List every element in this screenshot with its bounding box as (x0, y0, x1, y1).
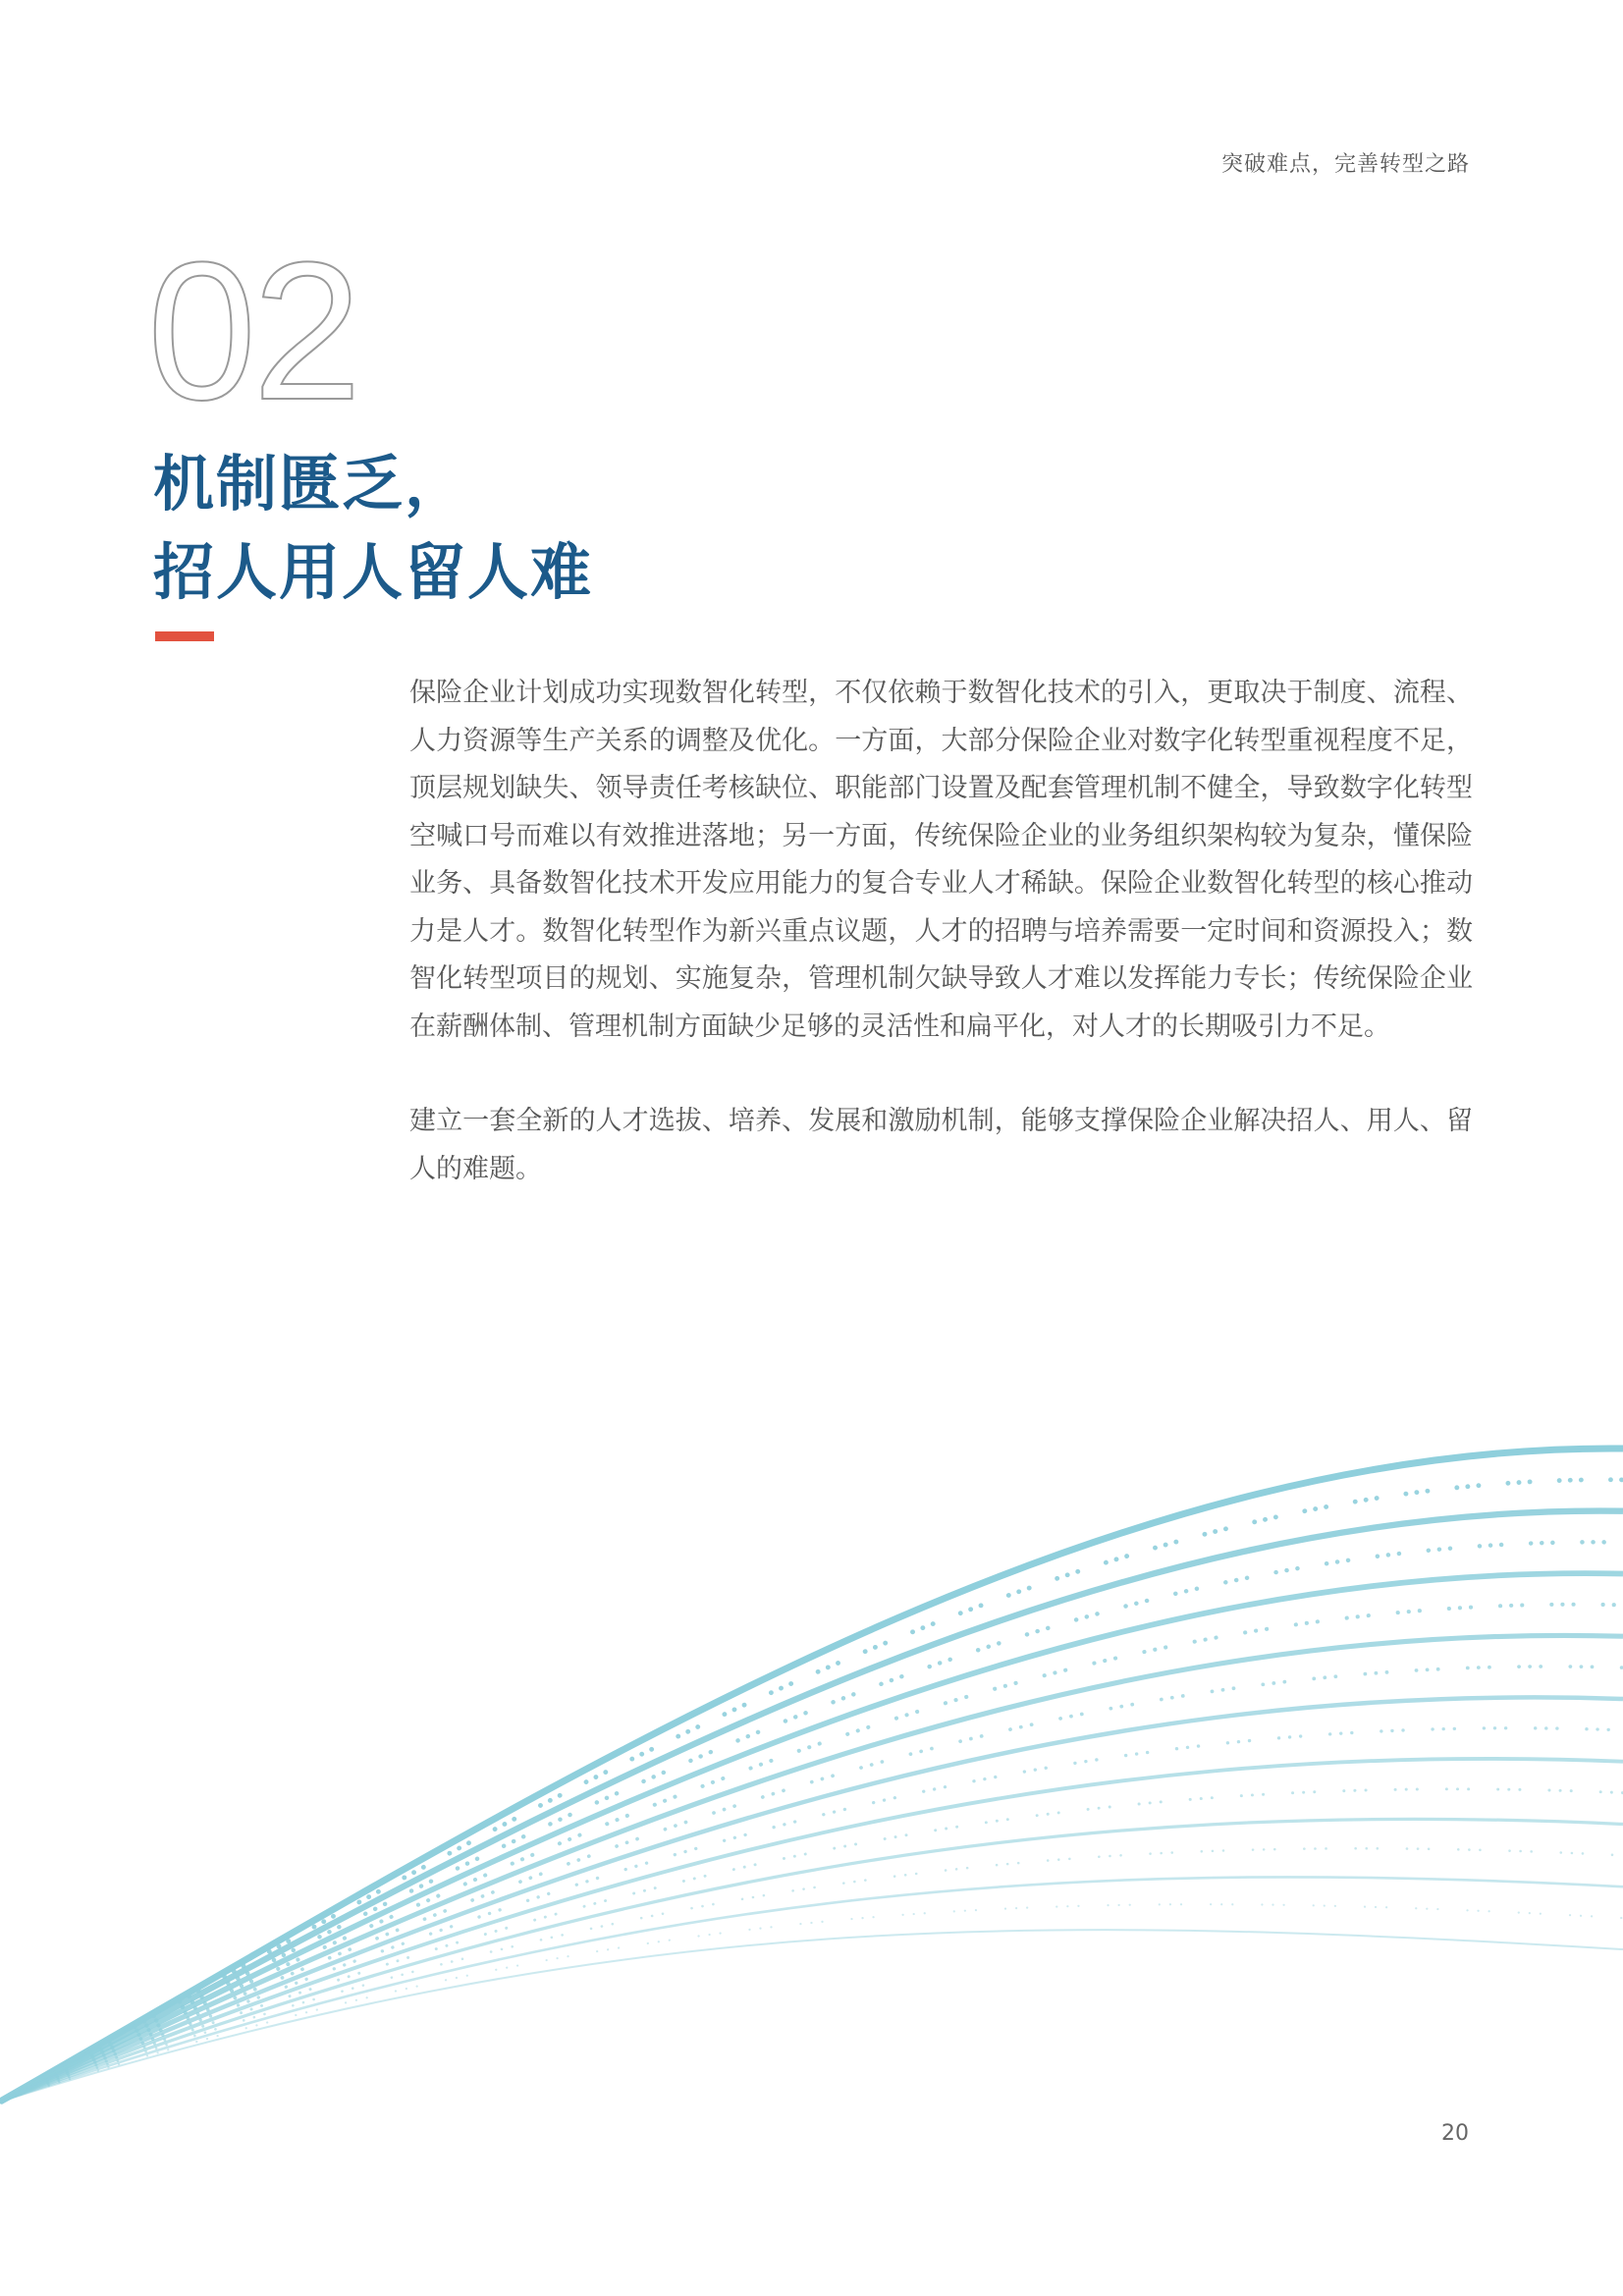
chapter-number: 02 (147, 222, 358, 441)
wave-line (0, 1511, 1623, 2102)
wave-dots (0, 1904, 1623, 2102)
body-paragraph-1: 保险企业计划成功实现数智化转型，不仅依赖于数智化技术的引入，更取决于制度、流程、人力资源等生产关系的调整及优化。一方面，大部分保险企业对数字化转型重视程度不足，顶层规划缺失、领导责任考核缺位、职能部门设置及配套管理机制不健全，导致数字化转型空喊口号而难以有效推进落地；另一方面，传统保险企业的业务组织架构较为复杂，懂保险业务、具备数智化技术开发应用能力的复合专业人才稀缺。保险企业数智化转型的核心推动力是人才。数智化转型作为新兴重点议题，人才的招聘与培养需要一定时间和资源投入；数智化转型项目的规划、实施复杂，管理机制欠缺导致人才难以发挥能力专长；传统保险企业在薪酬体制、管理机制方面缺少足够的灵活性和扁平化，对人才的长期吸引力不足。 (409, 678, 1473, 1042)
wave-dots (0, 1605, 1623, 2102)
wave-line (0, 1697, 1623, 2102)
chapter-title-line-2: 招人用人留人难 (153, 536, 594, 608)
wave-line (0, 1573, 1623, 2102)
chapter-title-line-1: 机制匮乏， (153, 448, 468, 519)
body-text (409, 670, 1473, 1193)
title-accent-bar (155, 631, 214, 641)
decorative-wave-graphic (0, 1375, 1623, 2121)
running-header: 突破难点，完善转型之路 (1220, 152, 1470, 177)
wave-dots (0, 1848, 1623, 2102)
wave-dots (0, 1667, 1623, 2102)
wave-line (0, 1635, 1623, 2102)
chapter-title (153, 440, 593, 617)
wave-line (0, 1449, 1623, 2102)
wave-dots (0, 1728, 1623, 2102)
page-number: 20 (1441, 2121, 1469, 2146)
body-paragraph-2: 建立一套全新的人才选拔、培养、发展和激励机制，能够支撑保险企业解决招人、用人、留人的难题。 (409, 1106, 1473, 1184)
wave-line (0, 1759, 1623, 2102)
